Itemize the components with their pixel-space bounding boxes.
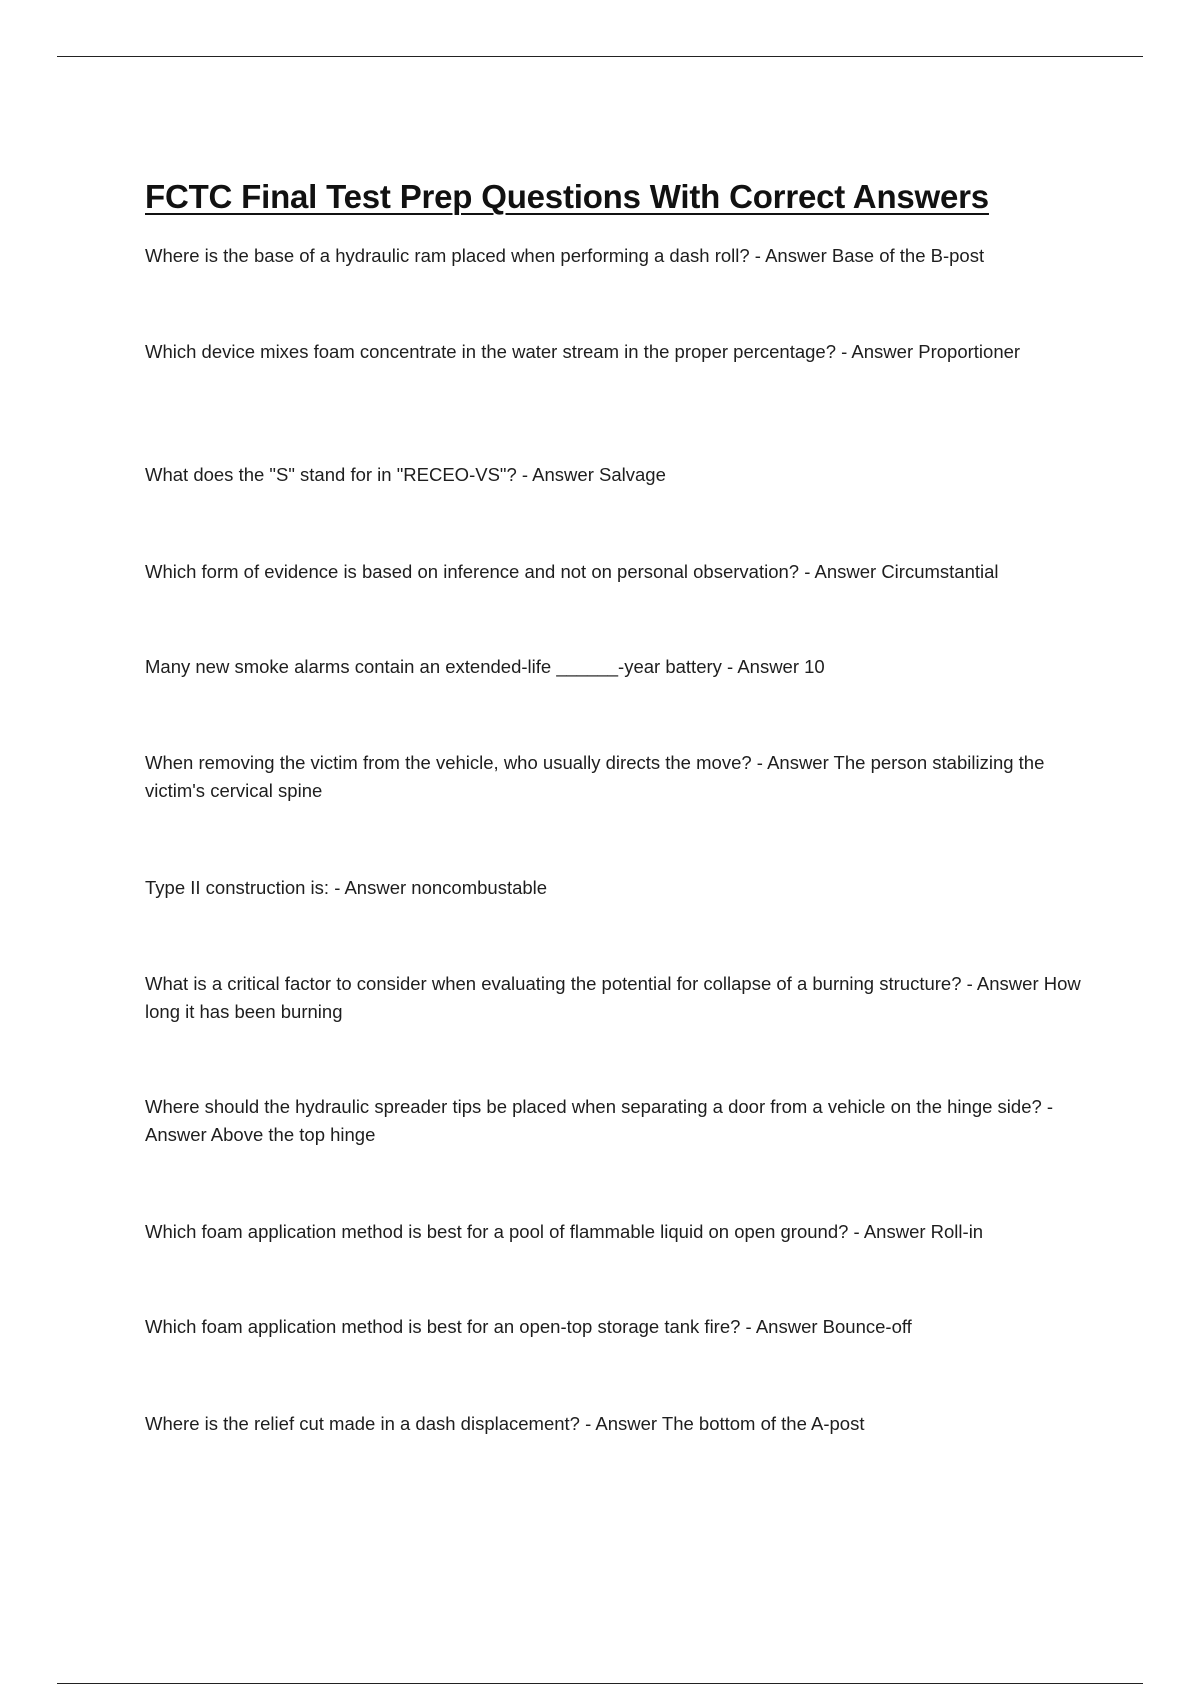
qa-item-7: Type II construction is: - Answer noncombustable (145, 877, 548, 898)
qa-item-1: Where is the base of a hydraulic ram placed when performing a dash roll? - Answer Base of the B-post (145, 245, 985, 266)
qa-item-4: Which form of evidence is based on inference and not on personal observation? - Answer Circumstantial (145, 561, 999, 582)
qa-item-9: Where should the hydraulic spreader tips be placed when separating a door from a vehicle on the hinge side? - Answer Above the top hinge (145, 1096, 1054, 1145)
qa-item-10: Which foam application method is best for a pool of flammable liquid on open ground? - Answer Roll-in (145, 1221, 984, 1242)
qa-item-2: Which device mixes foam concentrate in the water stream in the proper percentage? - Answer Proportioner (145, 341, 1021, 362)
qa-item-3: What does the "S" stand for in "RECEO-VS"? - Answer Salvage (145, 464, 666, 485)
qa-item-5: Many new smoke alarms contain an extended-life ______-year battery - Answer 10 (145, 656, 825, 677)
qa-item-12: Where is the relief cut made in a dash displacement? - Answer The bottom of the A-post (145, 1413, 865, 1434)
top-divider (57, 56, 1143, 57)
page-title: FCTC Final Test Prep Questions With Correct Answers (145, 178, 989, 215)
qa-item-11: Which foam application method is best for an open-top storage tank fire? - Answer Bounce-off (145, 1316, 912, 1337)
bottom-divider (57, 1683, 1143, 1684)
qa-item-8: What is a critical factor to consider when evaluating the potential for collapse of a burning structure? - Answer How long it has been burning (145, 973, 1081, 1022)
qa-item-6: When removing the victim from the vehicle, who usually directs the move? - Answer The person stabilizing the victim's cervical spine (145, 752, 1045, 801)
